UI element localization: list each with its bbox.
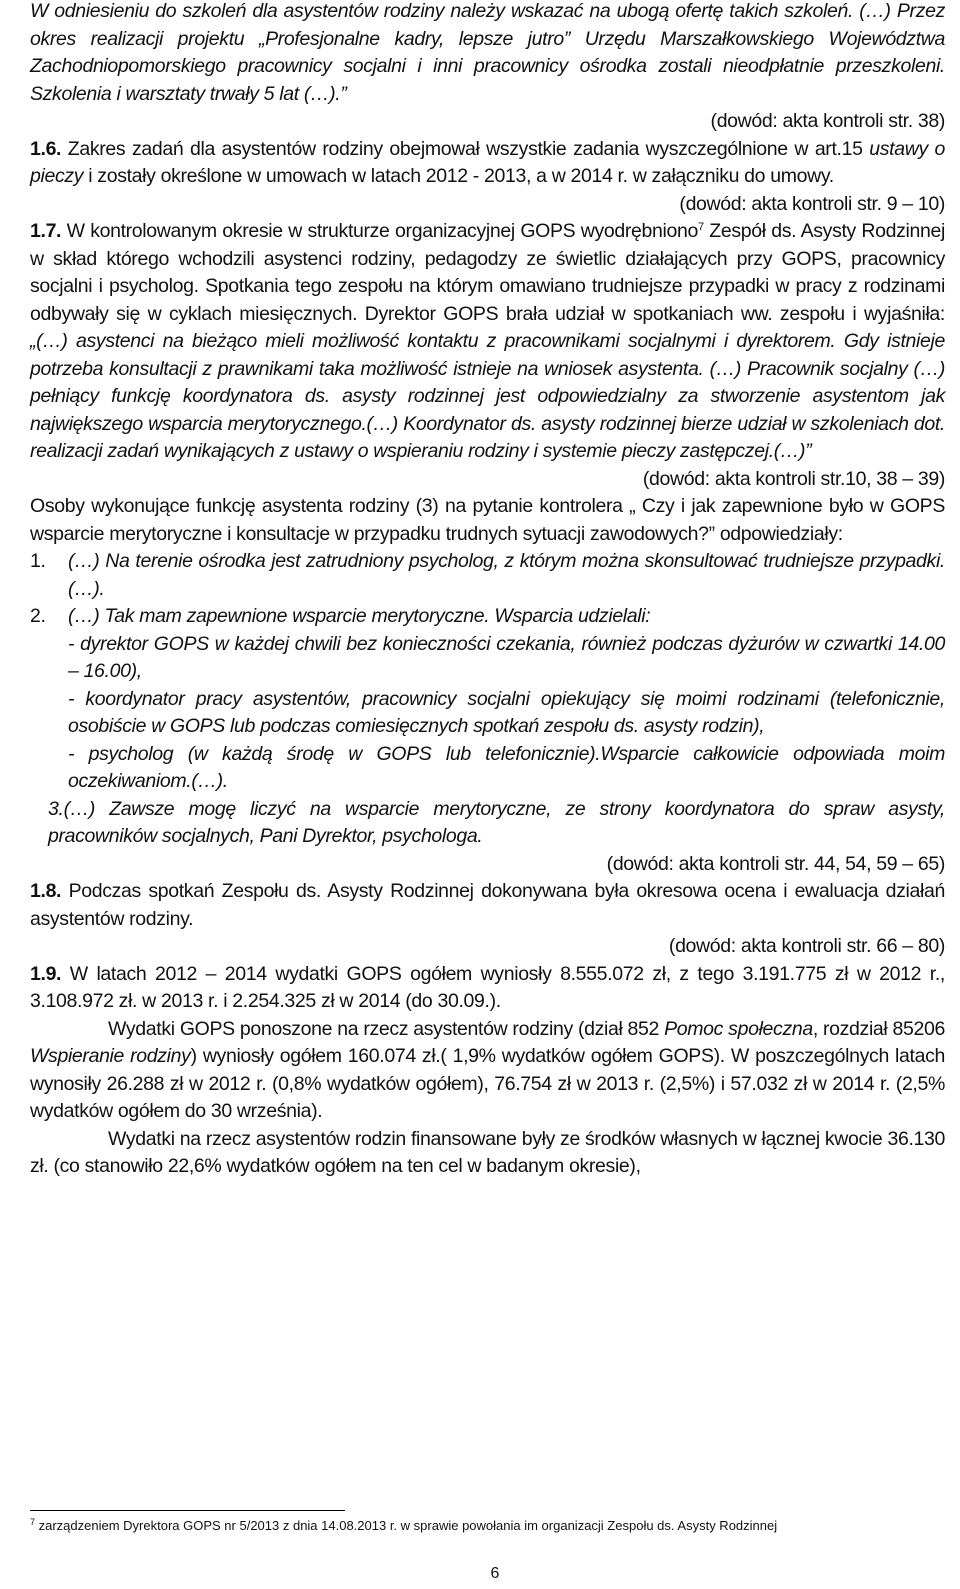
paragraph-text: , rozdział 85206 [812,1017,945,1040]
section-1-8-paragraph [30,878,945,933]
expenditure-paragraph [30,1016,945,1126]
answer-text: 3.(…) Zawsze mogę liczyć na wsparcie merytoryczne, ze strony koordynatora do spraw asysty, pracowników socjalnych, Pani Dyrektor, psychologa. [48,797,945,847]
list-number: 1. [30,550,46,572]
footnote-separator [30,1510,345,1511]
section-text: W kontrolowanym okresie w strukturze organizacyjnej GOPS wyodrębniono [61,220,698,242]
director-quote: „(…) asystenci na bieżąco mieli możliwość kontaktu z pracownikami socjalnymi i dyrektorem. Gdy istnieje potrzeba konsultacji z prawnikami taka możliwość istnieje na wniosek asystenta. (…) Pracownik socjalny (…) pełniący funkcję koordynatora ds. asysty rodzinnej jest odpowiedzialny za stworzenie asystentom jak największego wsparcia merytorycznego.(…) Koordynator ds. asysty rodzinnej bierze udział w szkoleniach dot. realizacji zadań wynikających z ustawy o wspieraniu rodziny i systemie pieczy zastępczej.(…)” [30,330,945,462]
section-text: W latach 2012 – 2014 wydatki GOPS ogółem wyniosły 8.555.072 zł, z tego 3.191.775 zł w 2012 r., 3.108.972 zł. w 2013 r. i 2.254.325 zł w 2014 (do 30.09.). [30,962,945,1012]
list-number: 2. [30,605,46,627]
paragraph-text: Wydatki GOPS ponoszone na rzecz asystentów rodziny (dział 852 [108,1017,665,1040]
page-number: 6 [490,1565,500,1582]
question-intro-paragraph: Osoby wykonujące funkcję asystenta rodziny (3) na pytanie kontrolera „ Czy i jak zapewnione było w GOPS wsparcie merytoryczne i konsultacje w przypadku trudnych sytuacji zawodowych?” odpowiedziały: [30,495,945,545]
funding-paragraph: Wydatki na rzecz asystentów rodzin finansowane były ze środków własnych w łącznej kwocie 36.130 zł. (co stanowiło 22,6% wydatków ogółem na ten cel w badanym okresie), [30,1127,945,1177]
section-1-7-paragraph [30,218,945,466]
budget-chapter-name: Wspieranie rodziny [30,1045,191,1067]
evidence-citation: (dowód: akta kontroli str.10, 38 – 39) [642,467,945,490]
evidence-citation: (dowód: akta kontroli str. 66 – 80) [668,935,945,957]
section-text: Zespół ds. Asysty Rodzinnej w skład którego wchodzili asystenci rodziny, pedagodzy ze świetlic działających przy GOPS, pracownicy socjalni i psycholog. Spotkania tego zespołu na którym omawiano trudniejsze przypadki w pracy z rodzinami odbywały się w cyklach miesięcznych. Dyrektor GOPS brała udział w spotkaniach ww. zespołu i wyjaśniła: [30,220,946,325]
document-page [30,0,946,1582]
section-1-9-paragraph [30,961,945,1016]
section-1-6-paragraph [30,136,945,191]
footnote-marker: 7 [30,1517,36,1527]
answer-sub-item: - psycholog (w każdą środę w GOPS lub telefonicznie).Wsparcie całkowicie odpowiada moim oczekiwaniom.(…). [68,742,945,792]
evidence-citation: (dowód: akta kontroli str. 38) [710,110,945,132]
answer-text: (…) Tak mam zapewnione wsparcie merytoryczne. Wsparcia udzielali: [68,605,651,627]
evidence-citation: (dowód: akta kontroli str. 44, 54, 59 – 65) [606,852,945,875]
evidence-citation: (dowód: akta kontroli str. 9 – 10) [679,192,945,215]
budget-section-name: Pomoc społeczna [664,1017,813,1040]
footnote-text: zarządzeniem Dyrektora GOPS nr 5/2013 z dnia 14.08.2013 r. w sprawie powołania im organizacji Zespołu ds. Asysty Rodzinnej [35,1518,778,1533]
list-item [30,548,945,603]
section-number: 1.6. [30,137,62,160]
answer-text: (…) Na terenie ośrodka jest zatrudniony psycholog, z którym można skonsultować trudniejsze przypadki.(…). [68,550,945,600]
quote-paragraph-trainings: W odniesieniu do szkoleń dla asystentów rodziny należy wskazać na ubogą ofertę takich szkoleń. (…) Przez okres realizacji projektu „Profesjonalne kadry, lepsze jutro” Urzędu Marszałkowskiego Województwa Zachodniopomorskiego pracownicy socjalni i inni pracownicy ośrodka zostali nieodpłatnie przeszkoleni. Szkolenia i warsztaty trwały 5 lat (…).” [30,0,945,105]
section-text: i zostały określone w umowach w latach 2012 - 2013, a w 2014 r. w załączniku do umowy. [83,165,834,187]
footnote-reference: 7 [698,221,704,233]
list-item [30,603,945,631]
answer-sub-item: - dyrektor GOPS w każdej chwili bez konieczności czekania, również podczas dyżurów w czwartki 14.00 – 16.00), [68,632,945,682]
act-name: ustawy o pieczy [30,137,945,187]
paragraph-text: ) wyniosły ogółem 160.074 zł.( 1,9% wydatków ogółem GOPS). W poszczególnych latach wynosiły 26.288 zł w 2012 r. (0,8% wydatków ogółem), 76.754 zł w 2013 r. (2,5%) i 57.032 zł w 2014 r. (2,5% wydatków ogółem do 30 września). [30,1045,945,1122]
section-text: Podczas spotkań Zespołu ds. Asysty Rodzinnej dokonywana była okresowa ocena i ewaluacja działań asystentów rodziny. [30,880,945,930]
footnote [30,1518,945,1534]
answer-sub-item: - koordynator pracy asystentów, pracownicy socjalni opiekujący się moimi rodzinami (telefonicznie, osobiście w GOPS lub podczas comiesięcznych spotkań zespołu ds. asysty rodzin), [68,687,945,737]
section-number: 1.7. [30,220,62,242]
section-text: Zakres zadań dla asystentów rodziny obejmował wszystkie zadania wyszczególnione w art.15 [61,137,870,160]
section-number: 1.8. [30,880,62,902]
section-number: 1.9. [30,962,62,985]
